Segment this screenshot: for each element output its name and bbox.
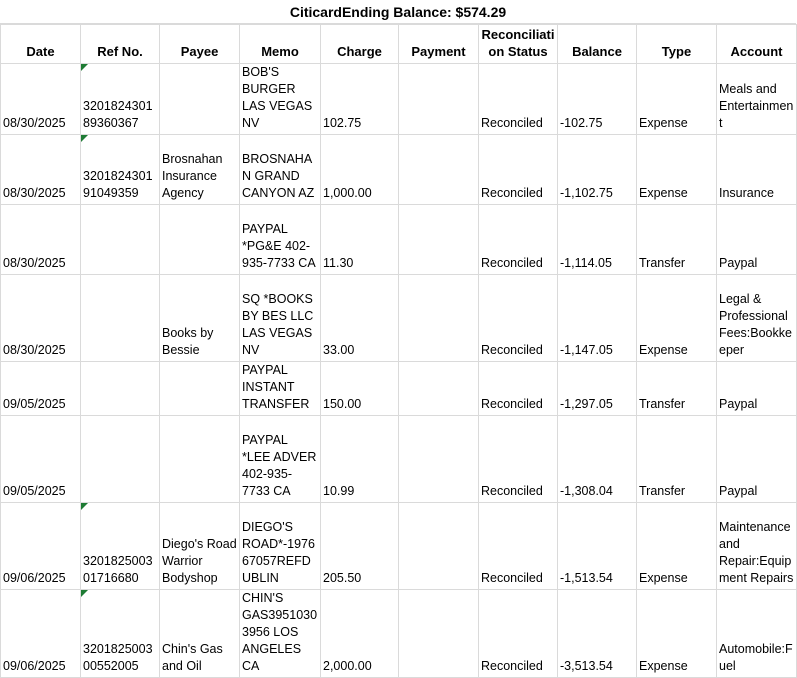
payee-value: Brosnahan Insurance Agency [162, 152, 223, 200]
payment-cell[interactable] [399, 275, 479, 362]
type-cell[interactable] [637, 275, 717, 362]
status-value: Reconciled [481, 397, 543, 411]
charge-value: 11.30 [323, 256, 354, 270]
type-value: Transfer [639, 484, 686, 498]
table-row [1, 64, 797, 135]
type-cell[interactable] [637, 503, 717, 590]
status-value: Reconciled [481, 116, 543, 130]
status-value: Reconciled [481, 484, 543, 498]
table-row [1, 135, 797, 205]
table-row [1, 503, 797, 590]
header-ref-no[interactable]: Ref No. [81, 25, 160, 64]
comment-indicator-icon [81, 135, 88, 142]
charge-value: 10.99 [323, 484, 355, 498]
memo-cell[interactable] [240, 503, 321, 590]
status-cell[interactable] [479, 503, 558, 590]
table-row [1, 275, 797, 362]
table-row [1, 590, 797, 678]
payee-value: Diego's Road Warrior Bodyshop [162, 537, 237, 585]
header-reconciliation-status[interactable]: Reconciliation Status [479, 25, 558, 64]
balance-value: -1,308.04 [560, 484, 613, 498]
status-value: Reconciled [481, 186, 543, 200]
type-cell[interactable] [637, 64, 717, 135]
charge-value: 150.00 [323, 397, 362, 411]
balance-cell[interactable] [558, 362, 637, 416]
type-value: Expense [639, 571, 688, 585]
charge-cell[interactable] [321, 503, 399, 590]
charge-value: 205.50 [323, 571, 362, 585]
payment-cell[interactable] [399, 503, 479, 590]
memo-cell[interactable] [240, 275, 321, 362]
type-cell[interactable] [637, 362, 717, 416]
status-value: Reconciled [481, 659, 543, 673]
memo-value: CHIN'S GAS39510303956 LOS ANGELES CA [242, 591, 318, 673]
date-cell[interactable] [1, 64, 81, 135]
memo-cell[interactable] [240, 362, 321, 416]
payment-cell[interactable] [399, 590, 479, 678]
payee-cell[interactable] [160, 590, 240, 678]
account-value: Paypal [719, 484, 758, 498]
date-cell[interactable] [1, 275, 81, 362]
memo-cell[interactable] [240, 64, 321, 135]
sheet-title[interactable]: CiticardEnding Balance: $574.29 [0, 0, 796, 24]
balance-value: -3,513.54 [560, 659, 613, 673]
charge-cell[interactable] [321, 275, 399, 362]
header-account[interactable]: Account [717, 25, 797, 64]
payment-cell[interactable] [399, 135, 479, 205]
ref-no-cell[interactable] [81, 205, 160, 275]
payment-cell[interactable] [399, 416, 479, 503]
date-cell[interactable] [1, 416, 81, 503]
ref-no-value: 320182500300552005 [83, 642, 153, 673]
type-value: Expense [639, 186, 688, 200]
type-cell[interactable] [637, 205, 717, 275]
payee-cell[interactable] [160, 416, 240, 503]
status-cell[interactable] [479, 64, 558, 135]
charge-cell[interactable] [321, 205, 399, 275]
balance-value: -1,513.54 [560, 571, 613, 585]
status-value: Reconciled [481, 343, 543, 357]
header-payment[interactable]: Payment [399, 25, 479, 64]
payee-value: Chin's Gas and Oil [162, 642, 223, 673]
balance-value: -102.75 [560, 116, 603, 130]
memo-value: DIEGO'S ROAD*-197667057REFDUBLIN [242, 520, 315, 585]
header-balance[interactable]: Balance [558, 25, 637, 64]
balance-value: -1,114.05 [560, 256, 612, 270]
account-cell[interactable] [717, 503, 797, 590]
ref-no-value: 320182430189360367 [83, 99, 153, 130]
memo-value: BOB'S BURGER LAS VEGAS NV [242, 65, 313, 130]
balance-cell[interactable] [558, 503, 637, 590]
memo-cell[interactable] [240, 416, 321, 503]
charge-value: 33.00 [323, 343, 355, 357]
payee-cell[interactable] [160, 135, 240, 205]
date-value: 08/30/2025 [3, 256, 66, 270]
account-value: Meals and Entertainment [719, 82, 794, 130]
type-value: Expense [639, 343, 688, 357]
charge-value: 1,000.00 [323, 186, 372, 200]
account-value: Maintenance and Repair:Equipment Repairs [719, 520, 794, 585]
date-cell[interactable] [1, 205, 81, 275]
payee-cell[interactable] [160, 362, 240, 416]
header-date[interactable]: Date [1, 25, 81, 64]
payee-value: Books by Bessie [162, 326, 214, 357]
type-value: Transfer [639, 397, 686, 411]
memo-cell[interactable] [240, 205, 321, 275]
balance-value: -1,297.05 [560, 397, 613, 411]
date-value: 08/30/2025 [3, 186, 66, 200]
balance-cell[interactable] [558, 275, 637, 362]
charge-cell[interactable] [321, 362, 399, 416]
ref-no-cell[interactable] [81, 275, 160, 362]
header-payee[interactable]: Payee [160, 25, 240, 64]
account-cell[interactable] [717, 135, 797, 205]
date-cell[interactable] [1, 135, 81, 205]
header-charge[interactable]: Charge [321, 25, 399, 64]
balance-cell[interactable] [558, 590, 637, 678]
type-value: Expense [639, 659, 688, 673]
charge-cell[interactable] [321, 590, 399, 678]
ref-no-cell[interactable] [81, 503, 160, 590]
payment-cell[interactable] [399, 205, 479, 275]
date-value: 08/30/2025 [3, 116, 66, 130]
header-row [1, 25, 797, 64]
date-value: 09/06/2025 [3, 571, 66, 585]
transactions-table [0, 24, 797, 678]
status-cell[interactable] [479, 205, 558, 275]
table-row [1, 416, 797, 503]
payee-cell[interactable] [160, 503, 240, 590]
date-cell[interactable] [1, 503, 81, 590]
memo-value: PAYPAL *PG&E 402-935-7733 CA [242, 222, 316, 270]
balance-cell[interactable] [558, 64, 637, 135]
table-row [1, 362, 797, 416]
ref-no-cell[interactable] [81, 362, 160, 416]
charge-value: 102.75 [323, 116, 362, 130]
comment-indicator-icon [81, 503, 88, 510]
account-value: Automobile:Fuel [719, 642, 793, 673]
charge-cell[interactable] [321, 416, 399, 503]
memo-value: SQ *BOOKS BY BES LLC LAS VEGAS NV [242, 292, 314, 357]
charge-cell[interactable] [321, 135, 399, 205]
ref-no-cell[interactable] [81, 135, 160, 205]
type-value: Expense [639, 116, 688, 130]
date-value: 09/06/2025 [3, 659, 66, 673]
account-value: Paypal [719, 256, 758, 270]
comment-indicator-icon [81, 590, 88, 597]
memo-value: PAYPAL INSTANT TRANSFER [242, 363, 310, 411]
comment-indicator-icon [81, 64, 88, 71]
balance-cell[interactable] [558, 416, 637, 503]
status-cell[interactable] [479, 275, 558, 362]
type-cell[interactable] [637, 590, 717, 678]
payment-cell[interactable] [399, 362, 479, 416]
account-cell[interactable] [717, 416, 797, 503]
payment-cell[interactable] [399, 64, 479, 135]
type-value: Transfer [639, 256, 686, 270]
date-value: 09/05/2025 [3, 397, 66, 411]
account-value: Paypal [719, 397, 758, 411]
date-cell[interactable] [1, 362, 81, 416]
ref-no-value: 320182430191049359 [83, 169, 153, 200]
ref-no-value: 320182500301716680 [83, 554, 153, 585]
account-value: Insurance [719, 186, 774, 200]
table-body [1, 64, 797, 678]
account-cell[interactable] [717, 205, 797, 275]
payee-cell[interactable] [160, 205, 240, 275]
payee-cell[interactable] [160, 275, 240, 362]
memo-value: BROSNAHAN GRAND CANYON AZ [242, 152, 315, 200]
table-row [1, 205, 797, 275]
ref-no-cell[interactable] [81, 64, 160, 135]
memo-cell[interactable] [240, 135, 321, 205]
status-cell[interactable] [479, 590, 558, 678]
status-cell[interactable] [479, 135, 558, 205]
charge-cell[interactable] [321, 64, 399, 135]
account-value: Legal & Professional Fees:Bookkeeper [719, 292, 792, 357]
charge-value: 2,000.00 [323, 659, 372, 673]
type-cell[interactable] [637, 135, 717, 205]
type-cell[interactable] [637, 416, 717, 503]
ref-no-cell[interactable] [81, 416, 160, 503]
status-cell[interactable] [479, 362, 558, 416]
date-value: 08/30/2025 [3, 343, 66, 357]
payee-cell[interactable] [160, 64, 240, 135]
header-type[interactable]: Type [637, 25, 717, 64]
status-cell[interactable] [479, 416, 558, 503]
account-cell[interactable] [717, 590, 797, 678]
memo-value: PAYPAL *LEE ADVER 402-935-7733 CA [242, 433, 317, 498]
account-cell[interactable] [717, 275, 797, 362]
balance-value: -1,102.75 [560, 186, 613, 200]
balance-cell[interactable] [558, 135, 637, 205]
header-memo[interactable]: Memo [240, 25, 321, 64]
memo-cell[interactable] [240, 590, 321, 678]
account-cell[interactable] [717, 362, 797, 416]
balance-cell[interactable] [558, 205, 637, 275]
status-value: Reconciled [481, 256, 543, 270]
ref-no-cell[interactable] [81, 590, 160, 678]
date-value: 09/05/2025 [3, 484, 66, 498]
status-value: Reconciled [481, 571, 543, 585]
account-cell[interactable] [717, 64, 797, 135]
date-cell[interactable] [1, 590, 81, 678]
balance-value: -1,147.05 [560, 343, 613, 357]
